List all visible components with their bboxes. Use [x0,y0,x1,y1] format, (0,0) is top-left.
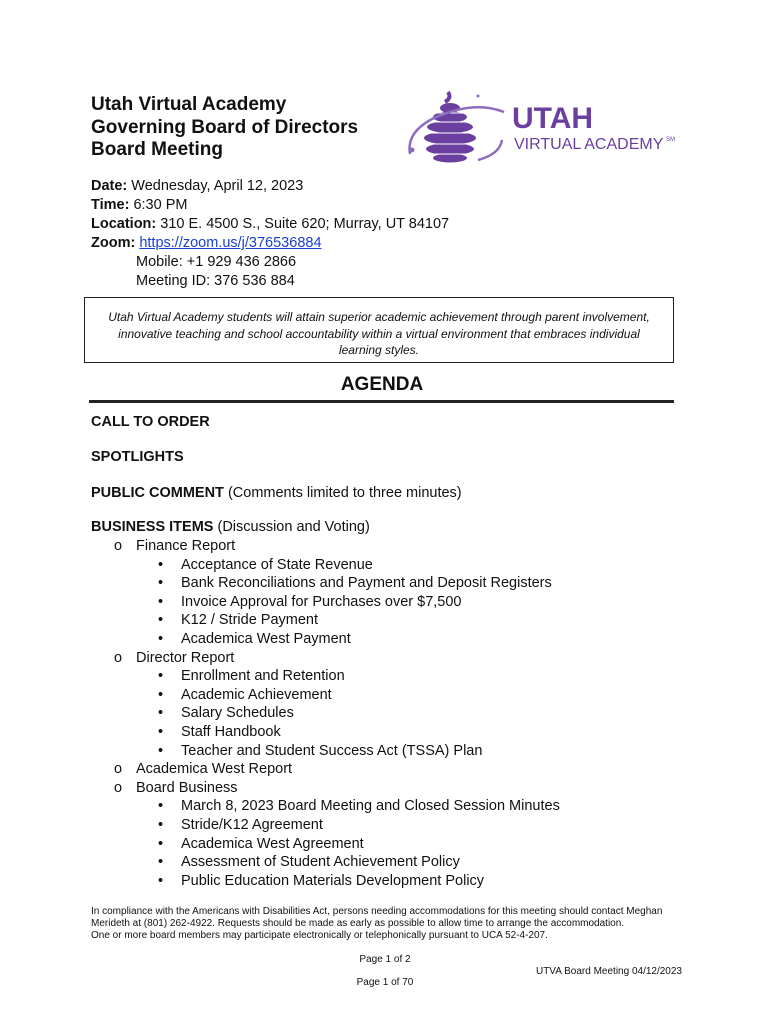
list-item [91,649,560,668]
title-line-3: Board Meeting [91,139,223,160]
finance-report: Finance Report [136,538,236,554]
time-row [91,196,449,215]
bullet: • [158,705,164,722]
list-item-text: Staff Handbook [181,723,281,740]
list-item [91,556,560,575]
call-to-order [91,413,210,432]
list-item [91,574,560,593]
public-comment-note: (Comments limited to three minutes) [227,485,462,501]
list-item [91,667,560,686]
director-report: Director Report [136,649,235,666]
list-item-text: Academica West Payment [181,630,351,647]
utah-virtual-academy-logo [404,88,684,166]
page-number: Page 1 of 2 [359,954,411,965]
business-items-label: BUSINESS ITEMS [91,519,214,535]
bullet: • [158,798,164,815]
circle-bullet: o [114,538,123,554]
ada-compliance-note [91,906,691,942]
time-value: 6:30 PM [133,197,188,213]
circle-bullet: o [114,761,123,778]
public-comment-label: PUBLIC COMMENT [91,485,224,501]
list-item-text: Teacher and Student Success Act (TSSA) Plan [181,742,483,759]
list-item [91,853,560,872]
list-item [91,704,560,723]
footnote-line-3: One or more board members may participate electronically or telephonically pursuant to UCA 52-4-207. [91,930,548,941]
document-title [91,94,358,162]
bullet: • [158,835,164,852]
list-item-text: Assessment of Student Achievement Policy [181,854,460,871]
footnote-line-2: Merideth at (801) 262-4922. Requests should be made as early as possible to allow time to arrange the accommodation. [91,918,625,929]
list-item [91,760,560,779]
mobile-number: Mobile: +1 929 436 2866 [136,254,297,270]
academica-west-report: Academica West Report [136,761,293,778]
list-item [91,742,560,761]
bullet: • [158,872,164,889]
business-items-list [91,537,560,890]
bullet: • [158,816,164,833]
bullet: • [158,556,164,573]
list-item [91,816,560,835]
meeting-details [91,177,449,291]
footnote-line-1: In compliance with the Americans with Disabilities Act, persons needing accommodations for this meeting should contact Meghan [91,906,663,917]
list-item-text: Academic Achievement [181,686,332,703]
business-items-note: (Discussion and Voting) [217,519,370,535]
bullet: • [158,723,164,740]
list-item-text: K12 / Stride Payment [181,612,319,629]
logo-service-mark: SM [666,137,675,143]
list-item [91,630,560,649]
spotlights [91,448,184,467]
bullet: • [158,668,164,685]
list-item [91,797,560,816]
location-label: Location: [91,216,157,232]
date-value: Wednesday, April 12, 2023 [131,178,304,194]
beehive-icon [410,92,505,163]
list-item [91,537,560,556]
date-row [91,177,449,196]
circle-bullet: o [114,649,123,666]
list-item [91,835,560,854]
zoom-label: Zoom: [91,235,136,251]
list-item-text: Enrollment and Retention [181,668,345,685]
list-item-text: Academica West Agreement [181,835,364,852]
public-comment [91,484,462,503]
circle-bullet: o [114,779,123,796]
bullet: • [158,593,164,610]
list-item [91,723,560,742]
document-reference: UTVA Board Meeting 04/12/2023 [535,966,682,977]
list-item-text: Stride/K12 Agreement [181,816,323,833]
pdf-page-number: Page 1 of 70 [356,977,414,988]
bullet: • [158,630,164,647]
list-item [91,872,560,891]
location-row [91,215,449,234]
list-item-text: Bank Reconciliations and Payment and Deposit Registers [181,575,552,592]
meeting-id: Meeting ID: 376 536 884 [136,273,295,289]
list-item [91,686,560,705]
business-items [91,518,370,537]
call-to-order-label: CALL TO ORDER [91,414,210,430]
list-item-text: Acceptance of State Revenue [181,556,373,573]
list-item [91,779,560,798]
bullet: • [158,575,164,592]
list-item-text: March 8, 2023 Board Meeting and Closed Session Minutes [181,798,560,815]
bullet: • [158,854,164,871]
agenda-heading: AGENDA [340,374,424,395]
mission-statement-box [84,297,674,363]
location-value: 310 E. 4500 S., Suite 620; Murray, UT 84107 [160,216,450,232]
bullet: • [158,686,164,703]
title-line-1: Utah Virtual Academy [91,94,287,115]
list-item-text: Salary Schedules [181,705,294,722]
list-item [91,611,560,630]
time-label: Time: [91,197,130,213]
date-label: Date: [91,178,128,194]
spotlights-label: SPOTLIGHTS [91,449,184,465]
title-line-2: Governing Board of Directors [91,116,359,138]
mission-line-3: learning styles. [338,343,420,357]
bullet: • [158,612,164,629]
zoom-link[interactable]: https://zoom.us/j/376536884 [139,235,322,251]
mission-line-1: Utah Virtual Academy students will attain superior academic achievement through parent involvement, [108,310,650,324]
logo-word-utah: UTAH [512,102,594,135]
mission-line-2: innovative teaching and school accountability within a virtual environment that embraces individual [118,326,640,341]
list-item [91,593,560,612]
zoom-row [91,234,449,253]
list-item-text: Public Education Materials Development Policy [181,872,485,889]
list-item-text: Invoice Approval for Purchases over $7,500 [181,593,462,610]
logo-word-virtual-academy: VIRTUAL ACADEMY [514,136,664,153]
bullet: • [158,742,164,759]
agenda-divider [89,400,674,403]
board-business: Board Business [136,779,238,796]
